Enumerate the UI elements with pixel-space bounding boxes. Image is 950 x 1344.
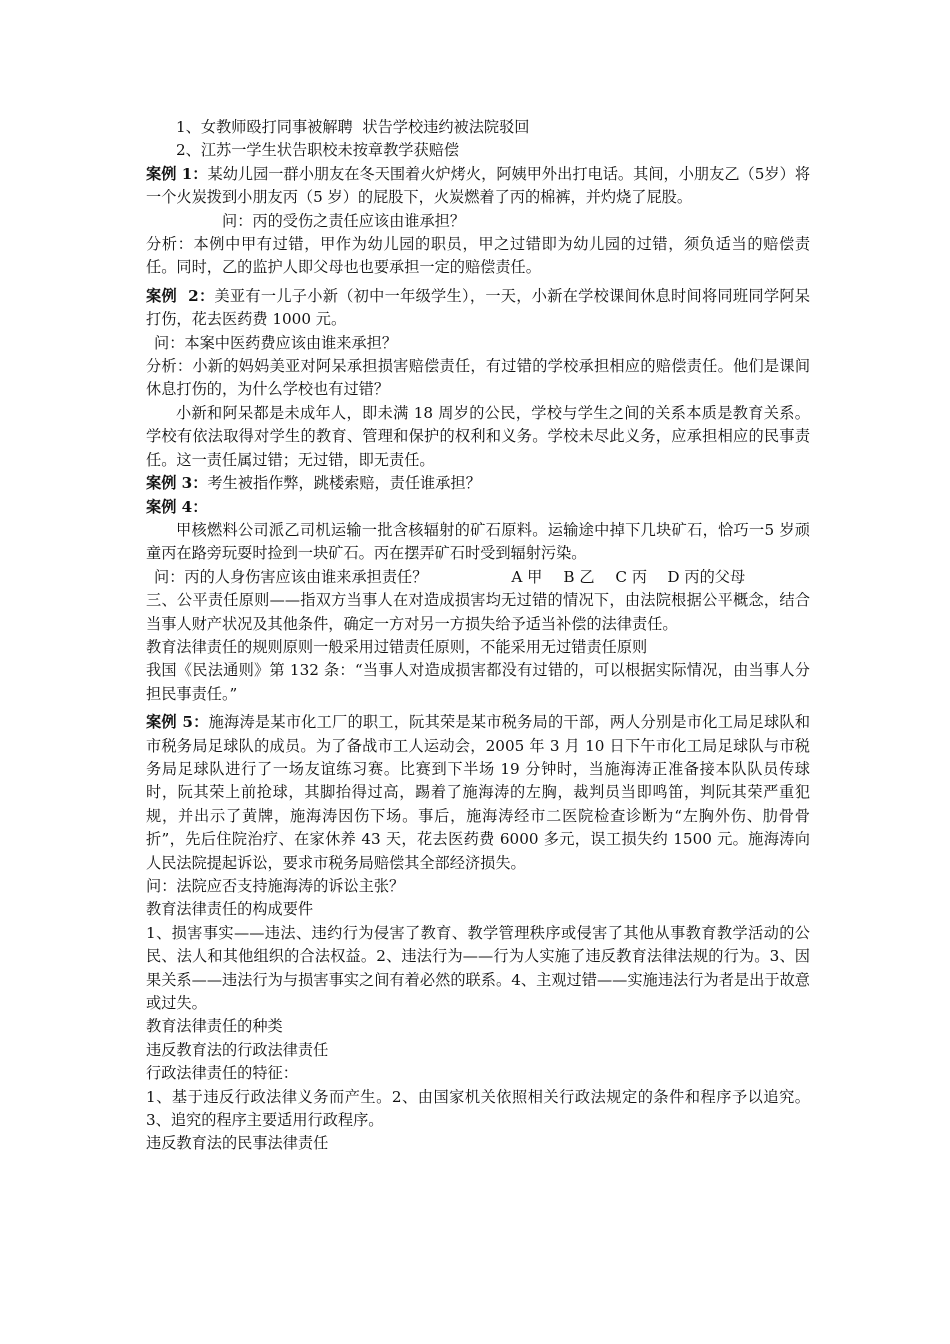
case-5 xyxy=(146,711,810,875)
document-page xyxy=(146,116,810,1156)
case-2-question: 问：本案中医药费应该由谁来承担？ xyxy=(154,333,397,352)
elements-heading: 教育法律责任的构成要件 xyxy=(146,900,314,919)
option-c: C 丙 xyxy=(615,567,648,586)
option-a: A 甲 xyxy=(511,567,543,586)
case-4-question: 问：丙的人身伤害应该由谁来承担责任？ xyxy=(154,567,428,586)
option-d: D 丙的父母 xyxy=(667,567,746,586)
types-heading: 教育法律责任的种类 xyxy=(146,1017,283,1036)
case-1-analysis: 分析：本例中甲有过错，甲作为幼儿园的职员，甲之过错即为幼儿园的过错，须负适当的赔偿责任。同时，乙的监护人即父母也也要承担一定的赔偿责任。 xyxy=(146,235,810,277)
case-2-analysis: 分析：小新的妈妈美亚对阿呆承担损害赔偿责任，有过错的学校承担相应的赔偿责任。他们是课间休息打伤的，为什么学校也有过错？ xyxy=(146,357,810,399)
case-4-text: 甲核燃料公司派乙司机运输一批含核辐射的矿石原料。运输途中掉下几块矿石，恰巧一5 岁顽童丙在路旁玩耍时捡到一块矿石。丙在摆弄矿石时受到辐射污染。 xyxy=(146,520,810,563)
option-b: B 乙 xyxy=(563,567,595,586)
civil-code-quote: 我国《民法通则》第 132 条：“当事人对造成损害都没有过错的，可以根据实际情况，由当事人分担民事责任。” xyxy=(146,661,810,703)
rule-note: 教育法律责任的规则原则一般采用过错责任原则，不能采用无过错责任原则 xyxy=(146,637,648,656)
case-3-text: 考生被指作弊，跳楼索赔，责任谁承担？ xyxy=(207,474,481,493)
case-2 xyxy=(146,285,810,332)
case-1-label: 案例 1： xyxy=(146,164,208,183)
case-2-explanation: 小新和阿呆都是未成年人，即未满 18 周岁的公民，学校与学生之间的关系本质是教育关系。学校有依法取得对学生的教育、管理和保护的权利和义务。学校未尽此义务，应承担相应的民事责任。这一责任属过错；无过错，即无责任。 xyxy=(146,403,810,469)
case-2-label: 案例 2： xyxy=(146,286,215,305)
admin-feature-heading: 行政法律责任的特征： xyxy=(146,1064,298,1083)
principle-fairness: 三、公平责任原则——指双方当事人在对造成损害均无过错的情况下，由法院根据公平概念，结合当事人财产状况及其他条件，确定一方对另一方损失给予适当补偿的法律责任。 xyxy=(146,591,810,633)
case-5-text: 施海涛是某市化工厂的职工，阮其荣是某市税务局的干部，两人分别是市化工局足球队和市税务局足球队的成员。为了备战市工人运动会，2005 年 3 月 10 日下午市化工局足球队与市税务局足球队进行了一场友谊练习赛。比赛到下半场 19 分钟时，当施海涛正准备接本队队员传球时，阮其荣上前抢球，其脚抬得过高，踢着了施海涛的左胸，裁判员当即鸣笛，判阮其荣严重犯规，并出示了黄牌，施海涛因伤下场。事后，施海涛经市二医院检查诊断为“左胸外伤、肋骨骨折”，先后住院治疗、在家休养 43 天，花去医药费 6000 多元，误工损失约 1500 元。施海涛向人民法院提起诉讼，要求市税务局赔偿其全部经济损失。 xyxy=(146,713,811,872)
list-item-1: 1、女教师殴打同事被解聘 状告学校违约被法院驳回 xyxy=(176,118,530,136)
case-1 xyxy=(146,163,810,210)
case-3 xyxy=(146,472,810,495)
list-item-2: 2、江苏一学生状告职校未按章教学获赔偿 xyxy=(176,141,460,160)
elements-text: 1、损害事实——违法、违约行为侵害了教育、教学管理秩序或侵害了其他从事教育教学活动的公民、法人和其他组织的合法权益。2、违法行为——行为人实施了违反教育法律法规的行为。3、因果关系——违法行为与损害事实之间有着必然的联系。4、主观过错——实施违法行为者是出于故意或过失。 xyxy=(146,923,810,1013)
case-5-question: 问：法院应否支持施海涛的诉讼主张？ xyxy=(146,877,405,895)
case-5-label: 案例 5： xyxy=(146,713,209,732)
admin-feature-text: 1、基于违反行政法律义务而产生。2、由国家机关依照相关行政法规定的条件和程序予以追究。3、追究的程序主要适用行政程序。 xyxy=(146,1087,810,1130)
case-3-label: 案例 3： xyxy=(146,474,208,493)
case-1-question: 问：丙的受伤之责任应该由谁承担？ xyxy=(222,211,465,230)
case-1-text: 某幼儿园一群小朋友在冬天围着火炉烤火，阿姨甲外出打电话。其间，小朋友乙（5岁）将一个火炭拨到小朋友丙（5 岁）的屁股下，火炭燃着了丙的棉裤，并灼烧了屁股。 xyxy=(146,164,811,207)
case-4-label: 案例 4： xyxy=(146,497,208,516)
admin-liability-heading: 违反教育法的行政法律责任 xyxy=(146,1040,329,1059)
case-2-text: 美亚有一儿子小新（初中一年级学生），一天，小新在学校课间休息时间将同班同学阿呆打伤，花去医药费 1000 元。 xyxy=(146,286,810,329)
civil-liability-heading: 违反教育法的民事法律责任 xyxy=(146,1134,329,1153)
case-4-question-line xyxy=(146,566,810,589)
